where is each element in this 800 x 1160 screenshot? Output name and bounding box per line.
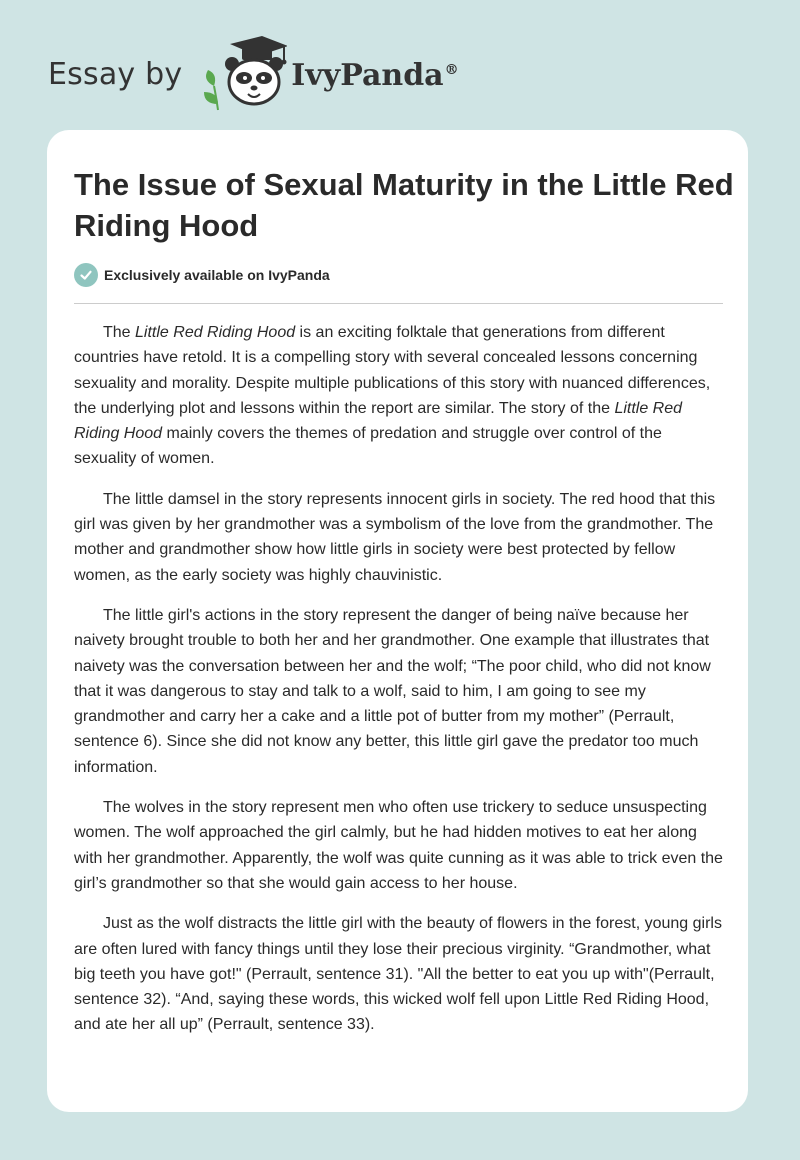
trademark-symbol: ® xyxy=(444,61,459,78)
exclusive-label: Exclusively available on IvyPanda xyxy=(104,267,330,283)
checkmark-icon xyxy=(74,263,98,287)
text-run: mainly covers the themes of predation and struggle over control of the sexuality of women. xyxy=(74,425,662,468)
paragraph xyxy=(74,320,726,472)
divider xyxy=(74,303,723,304)
text-run: The little damsel in the story represents innocent girls in society. The red hood that this girl was given by her grandmother was a symbolism of the love from the grandmother. The mother and grandmother show how little girls in society were best protected by fellow women, as the early society was highly chauvinistic. xyxy=(74,490,716,584)
brand-name[interactable]: IvyPanda® xyxy=(291,57,459,93)
italic-title-run: Little Red Riding Hood xyxy=(135,324,296,341)
paragraph xyxy=(74,911,726,1037)
paragraph xyxy=(74,795,726,896)
text-run: Just as the wolf distracts the little girl with the beauty of flowers in the forest, young girls are often lured with fancy things until they lose their precious virginity. “Grandmother, what big teeth you have got!" (Perrault, sentence 31). "All the better to eat you up with"(Perrault, sentence 32). “And, saying these words, this wicked wolf fell upon Little Red Riding Hood, and ate her all up” (Perrault, sentence 33). xyxy=(74,915,722,1034)
paragraph xyxy=(74,603,726,780)
exclusive-badge xyxy=(74,263,330,287)
ivypanda-logo-icon[interactable] xyxy=(192,34,287,114)
essay-card xyxy=(47,130,748,1112)
site-header xyxy=(48,34,459,114)
text-run: is an exciting folktale that generations from different countries have retold. It is a compelling story with several concealed lessons concerning sexuality and morality. Despite multiple publications of this story with nuanced differences, the underlying plot and lessons within the report are similar. The story of the xyxy=(74,324,711,417)
text-run: The wolves in the story represent men who often use trickery to seduce unsuspecting women. The wolf approached the girl calmly, but he had hidden motives to eat her along with her grandmother. Apparently, the wolf was quite cunning as it was able to trick even the girl’s grandmother so that she would gain access to her house. xyxy=(74,799,723,892)
italic-title-run: Little Red Riding Hood xyxy=(74,399,683,443)
essay-by-label: Essay by xyxy=(48,56,183,92)
essay-body xyxy=(74,320,726,1053)
paragraph xyxy=(74,487,726,588)
text-run: The xyxy=(103,324,136,341)
page-title: The Issue of Sexual Maturity in the Little Red Riding Hood xyxy=(74,167,734,243)
text-run: The little girl's actions in the story represent the danger of being naïve because her naivety brought trouble to both her and her grandmother. One example that illustrates that naivety was the conversation between her and the wolf; “The poor child, who did not know that it was dangerous to stay and talk to a wolf, said to him, I am going to see my grandmother and carry her a cake and a little pot of butter from my mother” (Perrault, sentence 6). Since she did not know any better, this little girl gave the predator too much information. xyxy=(74,606,711,776)
